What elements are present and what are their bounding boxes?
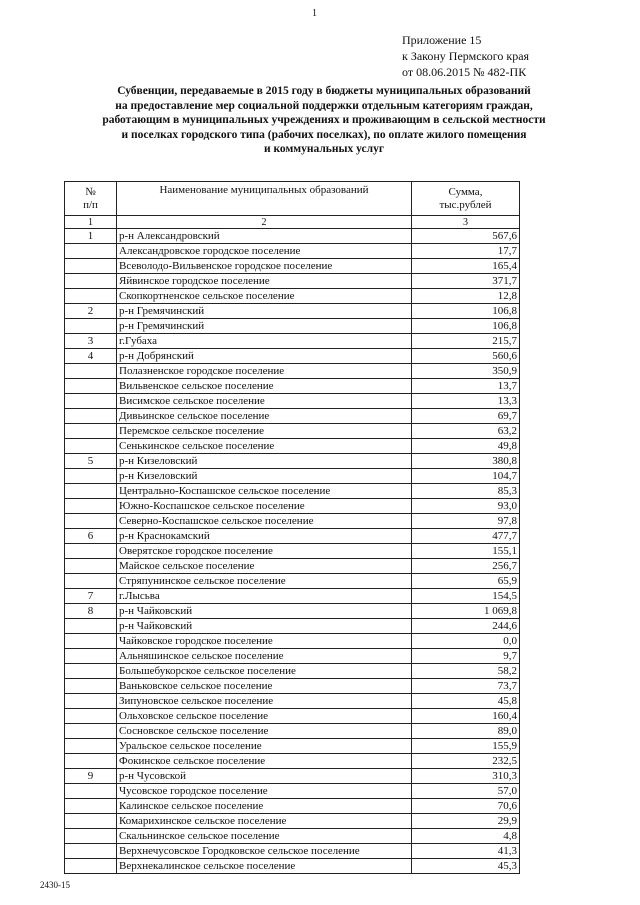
row-sum: 45,3 (412, 859, 520, 874)
appendix-line-2: к Закону Пермского края (402, 49, 530, 63)
table-row (65, 469, 520, 484)
row-name: г.Губаха (117, 334, 412, 349)
row-name: Сосновское сельское поселение (117, 724, 412, 739)
table-row (65, 289, 520, 304)
row-number (65, 424, 117, 439)
table-row (65, 769, 520, 784)
header-sum-line-2: тыс.рублей (439, 198, 492, 211)
row-sum: 93,0 (412, 499, 520, 514)
row-name: Северно-Коспашское сельское поселение (117, 514, 412, 529)
table-row (65, 484, 520, 499)
row-number (65, 559, 117, 574)
row-name: Майское сельское поселение (117, 559, 412, 574)
table-row (65, 589, 520, 604)
row-number (65, 274, 117, 289)
table-row (65, 814, 520, 829)
table-header-row (65, 182, 520, 216)
row-sum: 155,9 (412, 739, 520, 754)
row-name: р-н Гремячинский (117, 319, 412, 334)
table-row (65, 604, 520, 619)
row-name: Фокинское сельское поселение (117, 754, 412, 769)
row-number (65, 379, 117, 394)
row-number (65, 814, 117, 829)
index-col-3: 3 (412, 216, 520, 229)
table-row (65, 724, 520, 739)
row-number (65, 364, 117, 379)
row-name: Александровское городское поселение (117, 244, 412, 259)
row-sum: 29,9 (412, 814, 520, 829)
row-name: Зипуновское сельское поселение (117, 694, 412, 709)
header-number-line-1: № (85, 185, 96, 198)
appendix-reference (402, 32, 529, 80)
table-row (65, 694, 520, 709)
row-name: Полазненское городское поселение (117, 364, 412, 379)
row-sum: 1 069,8 (412, 604, 520, 619)
table-row (65, 349, 520, 364)
table-row (65, 559, 520, 574)
row-name: Чусовское городское поселение (117, 784, 412, 799)
row-number: 3 (65, 334, 117, 349)
table-row (65, 424, 520, 439)
row-name: р-н Кизеловский (117, 454, 412, 469)
row-sum: 45,8 (412, 694, 520, 709)
row-sum: 106,8 (412, 319, 520, 334)
row-name: Ольховское сельское поселение (117, 709, 412, 724)
row-number (65, 724, 117, 739)
title-line: и поселках городского типа (рабочих поселках), по оплате жилого помещения (121, 128, 527, 141)
row-name: Верхнечусовское Городковское сельское поселение (117, 844, 412, 859)
table-row (65, 844, 520, 859)
row-name: Стряпунинское сельское поселение (117, 574, 412, 589)
row-name: Оверятское городское поселение (117, 544, 412, 559)
table-row (65, 739, 520, 754)
row-sum: 560,6 (412, 349, 520, 364)
row-name: р-н Александровский (117, 229, 412, 244)
row-sum: 57,0 (412, 784, 520, 799)
row-name: Дивьинское сельское поселение (117, 409, 412, 424)
table-row (65, 304, 520, 319)
row-sum: 58,2 (412, 664, 520, 679)
row-sum: 371,7 (412, 274, 520, 289)
row-name: Центрально-Коспашское сельское поселение (117, 484, 412, 499)
row-number: 5 (65, 454, 117, 469)
row-name: Большебукорское сельское поселение (117, 664, 412, 679)
row-number: 2 (65, 304, 117, 319)
row-sum: 97,8 (412, 514, 520, 529)
table-row (65, 454, 520, 469)
row-sum: 567,6 (412, 229, 520, 244)
row-number (65, 574, 117, 589)
row-number: 4 (65, 349, 117, 364)
row-name: Верхнекалинское сельское поселение (117, 859, 412, 874)
table-row (65, 619, 520, 634)
row-sum: 477,7 (412, 529, 520, 544)
row-sum: 350,9 (412, 364, 520, 379)
row-sum: 41,3 (412, 844, 520, 859)
row-number (65, 394, 117, 409)
row-name: р-н Добрянский (117, 349, 412, 364)
row-number (65, 799, 117, 814)
row-sum: 380,8 (412, 454, 520, 469)
row-number (65, 859, 117, 874)
row-name: р-н Чайковский (117, 604, 412, 619)
row-sum: 0,0 (412, 634, 520, 649)
table-row (65, 709, 520, 724)
header-sum (412, 182, 520, 216)
table-index-row (65, 216, 520, 229)
table-row (65, 634, 520, 649)
row-number: 6 (65, 529, 117, 544)
table-row (65, 244, 520, 259)
appendix-line-3: от 08.06.2015 № 482-ПК (402, 65, 527, 79)
row-name: Комарихинское сельское поселение (117, 814, 412, 829)
row-sum: 106,8 (412, 304, 520, 319)
row-number (65, 694, 117, 709)
row-sum: 69,7 (412, 409, 520, 424)
title-line: Субвенции, передаваемые в 2015 году в бюджеты муниципальных образований (117, 85, 531, 97)
row-name: Чайковское городское поселение (117, 634, 412, 649)
table-row (65, 439, 520, 454)
table-row (65, 829, 520, 844)
row-name: г.Лысьва (117, 589, 412, 604)
row-number: 7 (65, 589, 117, 604)
table-row (65, 574, 520, 589)
header-name: Наименование муниципальных образований (117, 182, 412, 216)
table-row (65, 529, 520, 544)
row-sum: 310,3 (412, 769, 520, 784)
row-name: р-н Чусовской (117, 769, 412, 784)
table-row (65, 334, 520, 349)
index-col-1: 1 (65, 216, 117, 229)
table-row (65, 649, 520, 664)
row-sum: 165,4 (412, 259, 520, 274)
table-row (65, 544, 520, 559)
row-number (65, 664, 117, 679)
row-number (65, 754, 117, 769)
table-row (65, 409, 520, 424)
row-number (65, 709, 117, 724)
row-sum: 160,4 (412, 709, 520, 724)
row-name: Ваньковское сельское поселение (117, 679, 412, 694)
index-col-2: 2 (117, 216, 412, 229)
table-row (65, 259, 520, 274)
table-row (65, 799, 520, 814)
table-row (65, 379, 520, 394)
header-number (65, 182, 117, 216)
row-sum: 49,8 (412, 439, 520, 454)
row-number: 8 (65, 604, 117, 619)
row-sum: 63,2 (412, 424, 520, 439)
row-number (65, 439, 117, 454)
row-number (65, 409, 117, 424)
row-number (65, 244, 117, 259)
row-sum: 155,1 (412, 544, 520, 559)
row-number (65, 319, 117, 334)
row-sum: 9,7 (412, 649, 520, 664)
row-sum: 12,8 (412, 289, 520, 304)
row-name: р-н Краснокамский (117, 529, 412, 544)
row-name: Перемское сельское поселение (117, 424, 412, 439)
row-number: 1 (65, 229, 117, 244)
table-row (65, 274, 520, 289)
row-number (65, 619, 117, 634)
appendix-line-1: Приложение 15 (402, 33, 482, 47)
row-name: р-н Гремячинский (117, 304, 412, 319)
row-number (65, 844, 117, 859)
table-row (65, 784, 520, 799)
row-number (65, 544, 117, 559)
row-name: Яйвинское городское поселение (117, 274, 412, 289)
row-name: Висимское сельское поселение (117, 394, 412, 409)
row-name: Вильвенское сельское поселение (117, 379, 412, 394)
row-sum: 232,5 (412, 754, 520, 769)
row-number (65, 469, 117, 484)
document-title (40, 84, 608, 157)
row-number (65, 829, 117, 844)
row-number (65, 634, 117, 649)
row-sum: 70,6 (412, 799, 520, 814)
row-sum: 17,7 (412, 244, 520, 259)
row-number (65, 784, 117, 799)
row-number (65, 739, 117, 754)
row-number (65, 679, 117, 694)
row-sum: 244,6 (412, 619, 520, 634)
table-row (65, 754, 520, 769)
row-sum: 4,8 (412, 829, 520, 844)
row-sum: 13,3 (412, 394, 520, 409)
row-name: Калинское сельское поселение (117, 799, 412, 814)
row-number (65, 649, 117, 664)
row-number (65, 259, 117, 274)
subsidy-table (64, 181, 520, 874)
row-name: Скопкортненское сельское поселение (117, 289, 412, 304)
table-row (65, 229, 520, 244)
table-row (65, 859, 520, 874)
header-number-line-2: п/п (83, 198, 98, 211)
title-line: на предоставление мер социальной поддержки отдельным категориям граждан, (115, 99, 533, 112)
row-number (65, 289, 117, 304)
row-name: Уральское сельское поселение (117, 739, 412, 754)
row-name: Скальнинское сельское поселение (117, 829, 412, 844)
table-row (65, 364, 520, 379)
row-name: Всеволодо-Вильвенское городское поселение (117, 259, 412, 274)
title-line: и коммунальных услуг (263, 143, 385, 156)
row-sum: 13,7 (412, 379, 520, 394)
row-name: р-н Чайковский (117, 619, 412, 634)
table-row (65, 679, 520, 694)
row-number (65, 499, 117, 514)
row-number (65, 484, 117, 499)
header-sum-line-1: Сумма, (448, 185, 483, 198)
page-number: 1 (312, 8, 317, 19)
row-sum: 104,7 (412, 469, 520, 484)
table-row (65, 394, 520, 409)
row-sum: 256,7 (412, 559, 520, 574)
row-name: р-н Кизеловский (117, 469, 412, 484)
row-sum: 215,7 (412, 334, 520, 349)
row-name: Южно-Коспашское сельское поселение (117, 499, 412, 514)
row-sum: 73,7 (412, 679, 520, 694)
row-name: Альняшинское сельское поселение (117, 649, 412, 664)
row-number (65, 514, 117, 529)
row-sum: 89,0 (412, 724, 520, 739)
table-row (65, 319, 520, 334)
row-sum: 154,5 (412, 589, 520, 604)
table-row (65, 664, 520, 679)
title-line: работающим в муниципальных учреждениях и проживающим в сельской местности (102, 114, 546, 127)
row-sum: 85,3 (412, 484, 520, 499)
table-row (65, 514, 520, 529)
row-number: 9 (65, 769, 117, 784)
row-name: Сенькинское сельское поселение (117, 439, 412, 454)
table-row (65, 499, 520, 514)
row-sum: 65,9 (412, 574, 520, 589)
footer-code: 2430-15 (40, 880, 70, 890)
